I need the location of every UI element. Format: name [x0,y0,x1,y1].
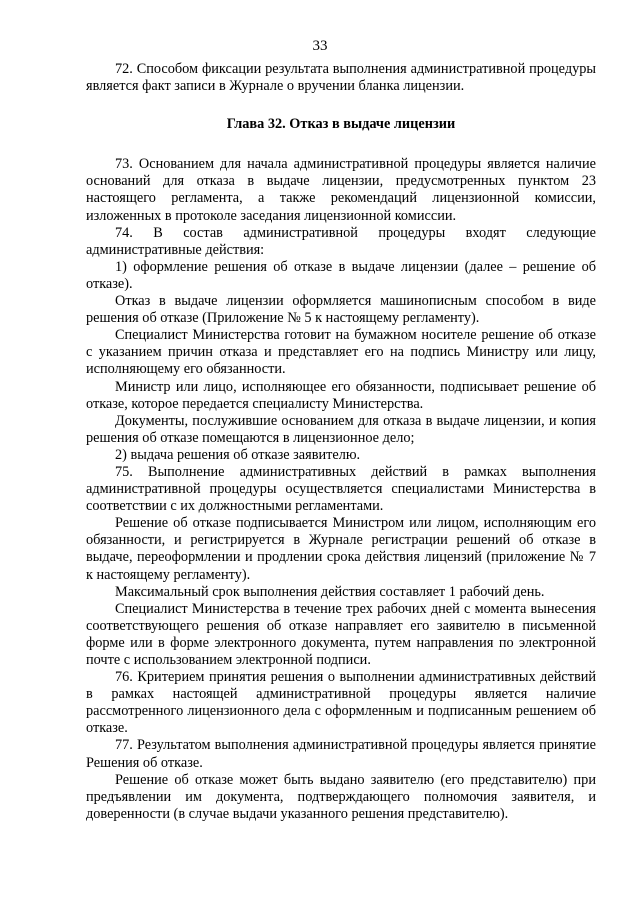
paragraph: Специалист Министерства в течение трех рабочих дней с момента вынесения соответствующего решения об отказе направляет его заявителю в письменной форме или в форме электронного документа, путем направления по электронной почте с использованием электронной подписи. [86,600,596,668]
paragraph: Решение об отказе может быть выдано заявителю (его представителю) при предъявлении им документа, подтверждающего полномочия заявителя, и доверенности (в случае выдачи указанного решения представителю). [86,771,596,822]
paragraph-73: 73. Основанием для начала административной процедуры является наличие оснований для отказа в выдаче лицензии, предусмотренных пунктом 23 настоящего регламента, а также рекомендаций лицензионной комиссии, изложенных в протоколе заседания лицензионной комиссии. [86,156,596,224]
paragraph-72: 72. Способом фиксации результата выполнения административной процедуры является факт записи в Журнале о вручении бланка лицензии. [86,61,596,95]
paragraph-76: 76. Критерием принятия решения о выполнении административных действий в рамках настоящей административной процедуры является наличие рассмотренного лицензионного дела с оформленным и подписанным решением об отказе. [86,669,596,737]
list-item-2: 2) выдача решения об отказе заявителю. [115,446,361,463]
paragraph: Документы, послужившие основанием для отказа в выдаче лицензии, и копия решения об отказе помещаются в лицензионное дело; [86,412,596,446]
paragraph: Решение об отказе подписывается Министром или лицом, исполняющим его обязанности, и регистрируется в Журнале регистрации решений об отказе в выдаче, переоформлении и продлении срока действия лицензий (приложение № 7 к настоящему регламенту). [86,515,596,583]
paragraph: Максимальный срок выполнения действия составляет 1 рабочий день. [115,583,545,600]
paragraph: Министр или лицо, исполняющее его обязанности, подписывает решение об отказе, которое передается специалисту Министерства. [86,378,596,412]
paragraph: Специалист Министерства готовит на бумажном носителе решение об отказе с указанием причин отказа и представляет его на подпись Министру или лицу, исполняющему его обязанности. [86,327,596,378]
list-item-1: 1) оформление решения об отказе в выдаче лицензии (далее – решение об отказе). [86,258,596,292]
document-body [86,61,596,823]
chapter-title: Глава 32. Отказ в выдаче лицензии [226,116,456,133]
paragraph: Отказ в выдаче лицензии оформляется машинописным способом в виде решения об отказе (Приложение № 5 к настоящему регламенту). [86,293,596,327]
paragraph-75: 75. Выполнение административных действий в рамках выполнения административной процедуры осуществляется специалистами Министерства в соответствии с их должностными регламентами. [86,463,596,515]
paragraph-74: 74. В состав административной процедуры входят следующие административные действия: [86,224,596,258]
paragraph-77: 77. Результатом выполнения административной процедуры является принятие Решения об отказе. [86,737,596,771]
page-number: 33 [312,38,328,54]
